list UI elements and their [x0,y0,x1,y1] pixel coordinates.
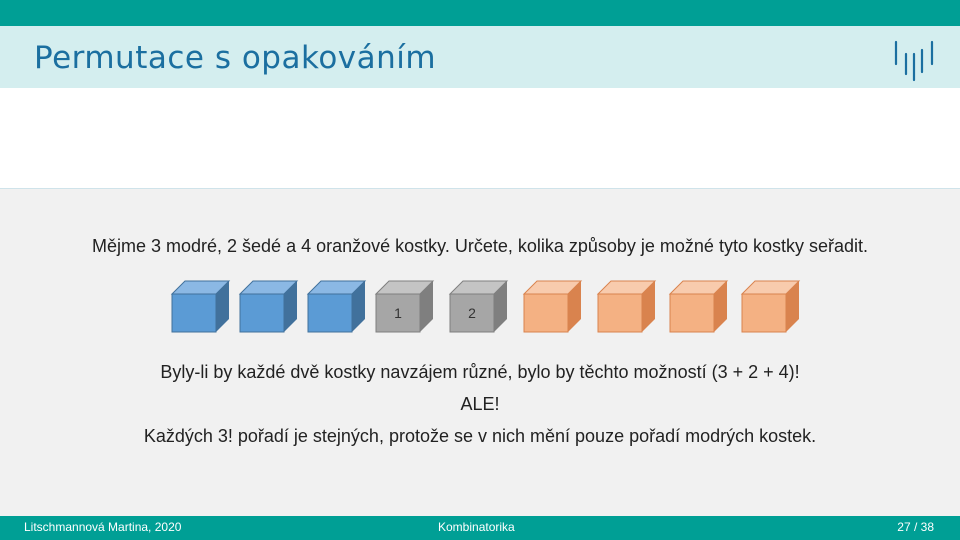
orange-cube [524,281,581,332]
but-text: ALE! [460,394,500,414]
university-logo-icon [890,38,940,82]
gray-cube-label: 1 [394,305,402,321]
blue-cube [308,281,365,332]
orange-cube [742,281,799,332]
footer-author: Litschmannová Martina, 2020 [24,520,182,534]
orange-cube [598,281,655,332]
blue-cube [240,281,297,332]
blue-cube [172,281,229,332]
footer-topic: Kombinatorika [438,520,515,534]
footer-page-number: 27 / 38 [897,520,934,534]
page-title: Permutace s opakováním [34,40,437,76]
gray-cube-label: 2 [468,305,476,321]
distinct-permutations-text: Byly-li by každé dvě kostky navzájem různé, bylo by těchto možností (3 + 2 + 4)! [160,362,800,382]
cube-row [0,280,960,340]
gray-cube [450,281,507,332]
orange-cube [670,281,727,332]
identical-orderings-text: Každých 3! pořadí je stejných, protože se v nich mění pouze pořadí modrých kostek. [143,426,817,446]
footer [0,516,960,540]
gray-cube [376,281,433,332]
top-stripe [0,0,960,26]
task-text: Mějme 3 modré, 2 šedé a 4 oranžové kostky. Určete, kolika způsoby je možné tyto kostky seřadit. [91,236,868,256]
